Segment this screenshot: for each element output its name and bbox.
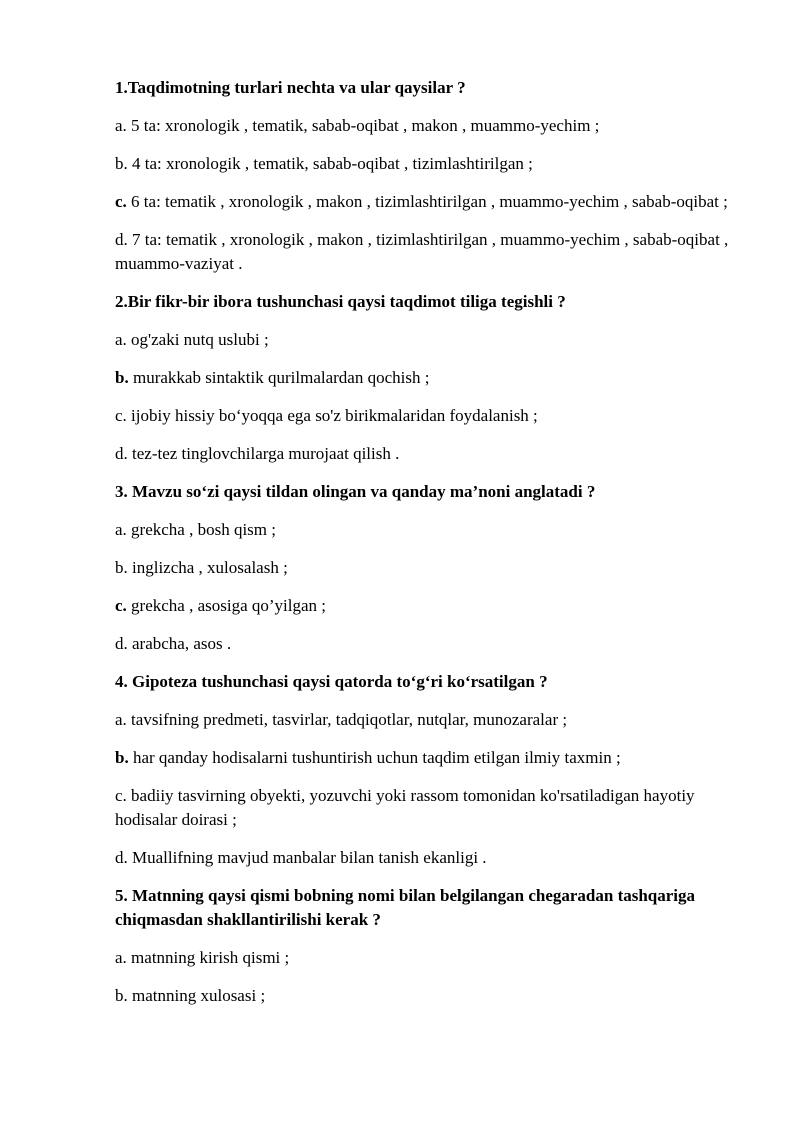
option-text: og'zaki nutq uslubi ; [126,330,269,349]
question-5: 5. Matnning qaysi qismi bobning nomi bilan belgilangan chegaradan tashqariga chiqmasdan shakllantirilishi kerak ? [115,886,696,929]
option-letter: a. [115,330,127,349]
option-text: arabcha, asos . [127,634,232,653]
option-letter: d. [115,230,128,249]
option-letter: d. [115,444,128,463]
option-4b [115,746,740,770]
option-3c [115,594,740,618]
document-page [115,76,740,1022]
option-text: ijobiy hissiy bo‘yoqqa ega so'z birikmalaridan foydalanish ; [126,406,538,425]
option-5a [115,946,740,970]
option-3d [115,632,740,656]
option-3a [115,518,740,542]
question-1: 1.Taqdimotning turlari nechta va ular qaysilar ? [115,78,466,97]
option-letter: c. [115,406,127,425]
option-text: 6 ta: tematik , xronologik , makon , tizimlashtirilgan , muammo-yechim , sabab-oqibat ; [126,192,728,211]
option-4a [115,708,740,732]
option-text: grekcha , asosiga qo’yilgan ; [126,596,327,615]
question-4: 4. Gipoteza tushunchasi qaysi qatorda to‘g‘ri ko‘rsatilgan ? [115,672,548,691]
question-3: 3. Mavzu so‘zi qaysi tildan olingan va qanday ma’noni anglatadi ? [115,482,596,501]
option-2c [115,404,740,428]
option-letter: b. [115,558,128,577]
option-text: 4 ta: xronologik , tematik, sabab-oqibat , tizimlashtirilgan ; [127,154,533,173]
option-2d [115,442,740,466]
option-letter: b. [115,154,128,173]
option-letter: b. [115,986,128,1005]
option-1a [115,114,740,138]
option-text: badiiy tasvirning obyekti, yozuvchi yoki rassom tomonidan ko'rsatiladigan hayotiy hodisalar doirasi ; [115,786,695,829]
option-text: grekcha , bosh qism ; [126,520,276,539]
option-letter: a. [115,948,127,967]
option-letter-correct: c. [115,596,127,615]
option-letter: d. [115,848,128,867]
option-1c [115,190,740,214]
option-text: tavsifning predmeti, tasvirlar, tadqiqotlar, nutqlar, munozaralar ; [126,710,568,729]
option-2a [115,328,740,352]
option-letter: c. [115,786,127,805]
option-2b [115,366,740,390]
option-5b [115,984,740,1008]
option-text: tez-tez tinglovchilarga murojaat qilish . [127,444,400,463]
option-letter: d. [115,634,128,653]
option-3b [115,556,740,580]
option-letter: a. [115,710,127,729]
option-text: matnning kirish qismi ; [126,948,290,967]
option-1d [115,228,740,276]
option-text: 7 ta: tematik , xronologik , makon , tizimlashtirilgan , muammo-yechim , sabab-oqibat , muammo-vaziyat . [115,230,729,273]
option-text: matnning xulosasi ; [127,986,266,1005]
option-text: har qanday hodisalarni tushuntirish uchun taqdim etilgan ilmiy taxmin ; [128,748,621,767]
option-letter: a. [115,520,127,539]
option-text: inglizcha , xulosalash ; [127,558,288,577]
option-letter: a. [115,116,127,135]
question-2: 2.Bir fikr-bir ibora tushunchasi qaysi taqdimot tiliga tegishli ? [115,292,566,311]
option-text: murakkab sintaktik qurilmalardan qochish ; [128,368,430,387]
option-4d [115,846,740,870]
option-letter-correct: b. [115,748,129,767]
option-text: 5 ta: xronologik , tematik, sabab-oqibat , makon , muammo-yechim ; [126,116,600,135]
option-letter-correct: b. [115,368,129,387]
option-1b [115,152,740,176]
option-text: Muallifning mavjud manbalar bilan tanish ekanligi . [127,848,487,867]
option-4c [115,784,740,832]
option-letter-correct: c. [115,192,127,211]
